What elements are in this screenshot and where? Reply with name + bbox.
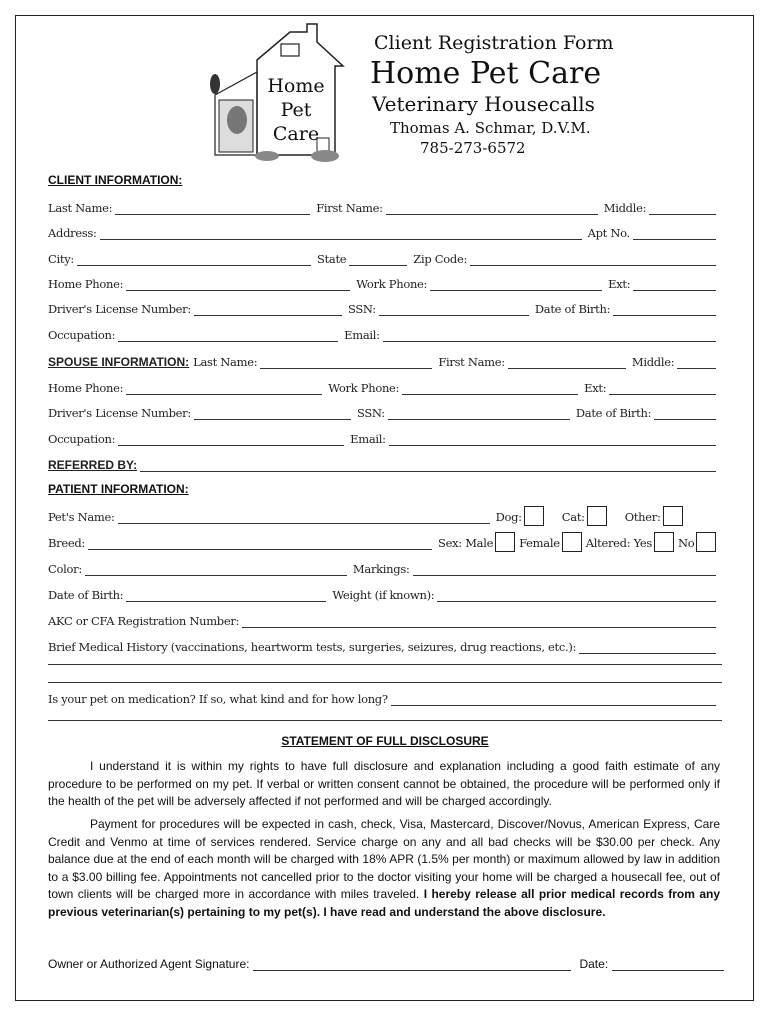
registration-row [48, 610, 722, 628]
client-ssn-field[interactable] [379, 304, 529, 316]
other-checkbox[interactable] [663, 506, 683, 526]
dog-label: Dog: [495, 510, 522, 524]
logo-text-pet: Pet [280, 99, 312, 121]
client-middle-field[interactable] [649, 203, 716, 215]
dog-checkbox[interactable] [524, 506, 544, 526]
female-checkbox[interactable] [562, 532, 582, 552]
occupation-label: Occupation: [48, 328, 116, 342]
spouse-work-phone-field[interactable] [402, 383, 578, 395]
last-name-label: Last Name: [193, 355, 258, 369]
first-name-label: First Name: [438, 355, 505, 369]
ext-label: Ext: [608, 277, 631, 291]
client-phone-row [48, 273, 722, 291]
pet-dob-row [48, 584, 722, 602]
work-phone-label: Work Phone: [356, 277, 428, 291]
altered-yes-checkbox[interactable] [654, 532, 674, 552]
occupation-label: Occupation: [48, 432, 116, 446]
weight-label: Weight (if known): [332, 588, 435, 602]
markings-label: Markings: [352, 562, 410, 576]
first-name-label: First Name: [316, 201, 383, 215]
female-label: Female [519, 536, 560, 550]
breed-field[interactable] [88, 538, 432, 550]
spouse-name-row [48, 351, 722, 369]
logo-text-home: Home [267, 75, 325, 97]
spouse-dob-field[interactable] [654, 408, 716, 420]
referred-heading: REFERRED BY: [48, 458, 138, 472]
history-line-2[interactable] [48, 664, 722, 665]
address-label: Address: [48, 226, 97, 240]
spouse-middle-field[interactable] [677, 357, 716, 369]
spouse-email-field[interactable] [389, 434, 716, 446]
client-ext-field[interactable] [633, 279, 716, 291]
client-address-field[interactable] [100, 228, 582, 240]
spouse-first-name-field[interactable] [508, 357, 626, 369]
color-label: Color: [48, 562, 82, 576]
middle-label: Middle: [603, 201, 647, 215]
patient-section-heading: PATIENT INFORMATION: [48, 482, 189, 496]
referred-by-field[interactable] [140, 460, 716, 472]
history-label: Brief Medical History (vaccinations, heartworm tests, surgeries, seizures, drug reactions, etc.): [48, 640, 577, 654]
cat-label: Cat: [561, 510, 585, 524]
color-field[interactable] [85, 564, 347, 576]
altered-no-label: No [678, 536, 695, 550]
home-phone-label: Home Phone: [48, 381, 124, 395]
disclosure-paragraph-2 [48, 816, 720, 921]
pet-name-label: Pet's Name: [48, 510, 115, 524]
spouse-last-name-field[interactable] [260, 357, 432, 369]
altered-no-checkbox[interactable] [696, 532, 716, 552]
email-label: Email: [350, 432, 386, 446]
pet-dob-label: Date of Birth: [48, 588, 124, 602]
doctor-name: Thomas A. Schmar, D.V.M. [390, 119, 591, 137]
history-field[interactable] [579, 642, 716, 654]
zip-label: Zip Code: [413, 252, 468, 266]
history-row [48, 636, 722, 654]
client-first-name-field[interactable] [386, 203, 598, 215]
last-name-label: Last Name: [48, 201, 113, 215]
client-address-row [48, 222, 722, 240]
city-label: City: [48, 252, 74, 266]
spouse-license-row [48, 402, 722, 420]
ext-label: Ext: [584, 381, 607, 395]
other-label: Other: [624, 510, 661, 524]
client-email-field[interactable] [383, 330, 716, 342]
house-logo-icon [195, 20, 345, 170]
license-label: Driver's License Number: [48, 302, 191, 316]
client-state-field[interactable] [349, 254, 407, 266]
cat-checkbox[interactable] [587, 506, 607, 526]
date-label: Date: [579, 957, 609, 971]
client-apt-field[interactable] [633, 228, 716, 240]
pet-name-field[interactable] [118, 512, 490, 524]
license-label: Driver's License Number: [48, 406, 191, 420]
form-title: Client Registration Form [374, 32, 614, 54]
client-section-heading: CLIENT INFORMATION: [48, 173, 183, 187]
client-home-phone-field[interactable] [126, 279, 350, 291]
medication-row [48, 688, 722, 706]
client-license-field[interactable] [194, 304, 342, 316]
phone-number: 785-273-6572 [420, 139, 526, 157]
client-name-row [48, 197, 722, 215]
apt-label: Apt No. [587, 226, 630, 240]
signature-field[interactable] [253, 958, 571, 971]
client-occupation-row [48, 324, 722, 342]
disclosure-text-2: Payment for procedures will be expected in cash, check, Visa, Mastercard, Discover/Novus, American Express, Care Credit and Venmo at time of services rendered. Service charge on any and all bad checks will be $30.00 per check. Any balance due at the end of each month will be charged with 18% APR (1.5% per month) or maximum allowed by law in addition to a $3.00 billing fee. Appointments not cancelled prior to the doctor visiting your home will be charged a housecall fee, out of town clients will be charged more in accordance with miles traveled. [48, 817, 720, 901]
release-statement: I hereby release all prior medical records from any previous veterinarian(s) pertaining to my pet(s). I have read and understand the above disclosure. [48, 887, 720, 919]
breed-label: Breed: [48, 536, 85, 550]
dob-label: Date of Birth: [534, 302, 611, 316]
color-row [48, 558, 722, 576]
disclosure-text-1: I understand it is within my rights to have full disclosure and explanation including a good faith estimate of any procedure to be performed on my pet. If verbal or written consent cannot be obtained, the procedure will be performed only if the health of the pet will be adversely affected if not performed and will be charged accordingly. [48, 759, 720, 808]
work-phone-label: Work Phone: [328, 381, 400, 395]
weight-field[interactable] [437, 590, 716, 602]
markings-field[interactable] [413, 564, 716, 576]
client-zip-field[interactable] [470, 254, 716, 266]
spouse-occupation-row [48, 428, 722, 446]
male-checkbox[interactable] [495, 532, 515, 552]
state-label: State [316, 252, 347, 266]
spouse-occupation-field[interactable] [118, 434, 344, 446]
history-line-3[interactable] [48, 682, 722, 683]
email-label: Email: [344, 328, 380, 342]
dob-label: Date of Birth: [575, 406, 652, 420]
spouse-ext-field[interactable] [609, 383, 716, 395]
altered-yes-label: Altered: Yes [585, 536, 653, 550]
registration-field[interactable] [242, 616, 716, 628]
pet-name-row [48, 506, 722, 524]
pet-dob-field[interactable] [126, 590, 326, 602]
signature-label: Owner or Authorized Agent Signature: [48, 957, 250, 971]
spouse-home-phone-field[interactable] [126, 383, 322, 395]
client-city-row [48, 248, 722, 266]
signature-row [48, 955, 724, 971]
spouse-license-field[interactable] [194, 408, 351, 420]
client-occupation-field[interactable] [118, 330, 338, 342]
client-last-name-field[interactable] [115, 203, 310, 215]
spouse-ssn-field[interactable] [388, 408, 570, 420]
disclosure-paragraph-1 [48, 758, 720, 811]
client-dob-field[interactable] [613, 304, 716, 316]
breed-row [48, 532, 722, 550]
spouse-section-heading: SPOUSE INFORMATION: [48, 355, 190, 369]
logo-text-care: Care [272, 123, 320, 145]
ssn-label: SSN: [356, 406, 385, 420]
disclosure-title: STATEMENT OF FULL DISCLOSURE [281, 734, 489, 748]
medication-line-2[interactable] [48, 720, 722, 721]
practice-name: Home Pet Care [370, 56, 602, 91]
sex-male-label: Sex: Male [438, 536, 494, 550]
spouse-phone-row [48, 377, 722, 395]
client-license-row [48, 298, 722, 316]
medication-label: Is your pet on medication? If so, what kind and for how long? [48, 692, 388, 706]
tagline: Veterinary Housecalls [372, 92, 595, 116]
ssn-label: SSN: [347, 302, 376, 316]
client-work-phone-field[interactable] [430, 279, 602, 291]
client-city-field[interactable] [77, 254, 311, 266]
referred-row [48, 454, 722, 472]
medication-field[interactable] [391, 694, 716, 706]
registration-label: AKC or CFA Registration Number: [48, 614, 240, 628]
signature-date-field[interactable] [612, 958, 724, 971]
middle-label: Middle: [631, 355, 675, 369]
home-phone-label: Home Phone: [48, 277, 124, 291]
